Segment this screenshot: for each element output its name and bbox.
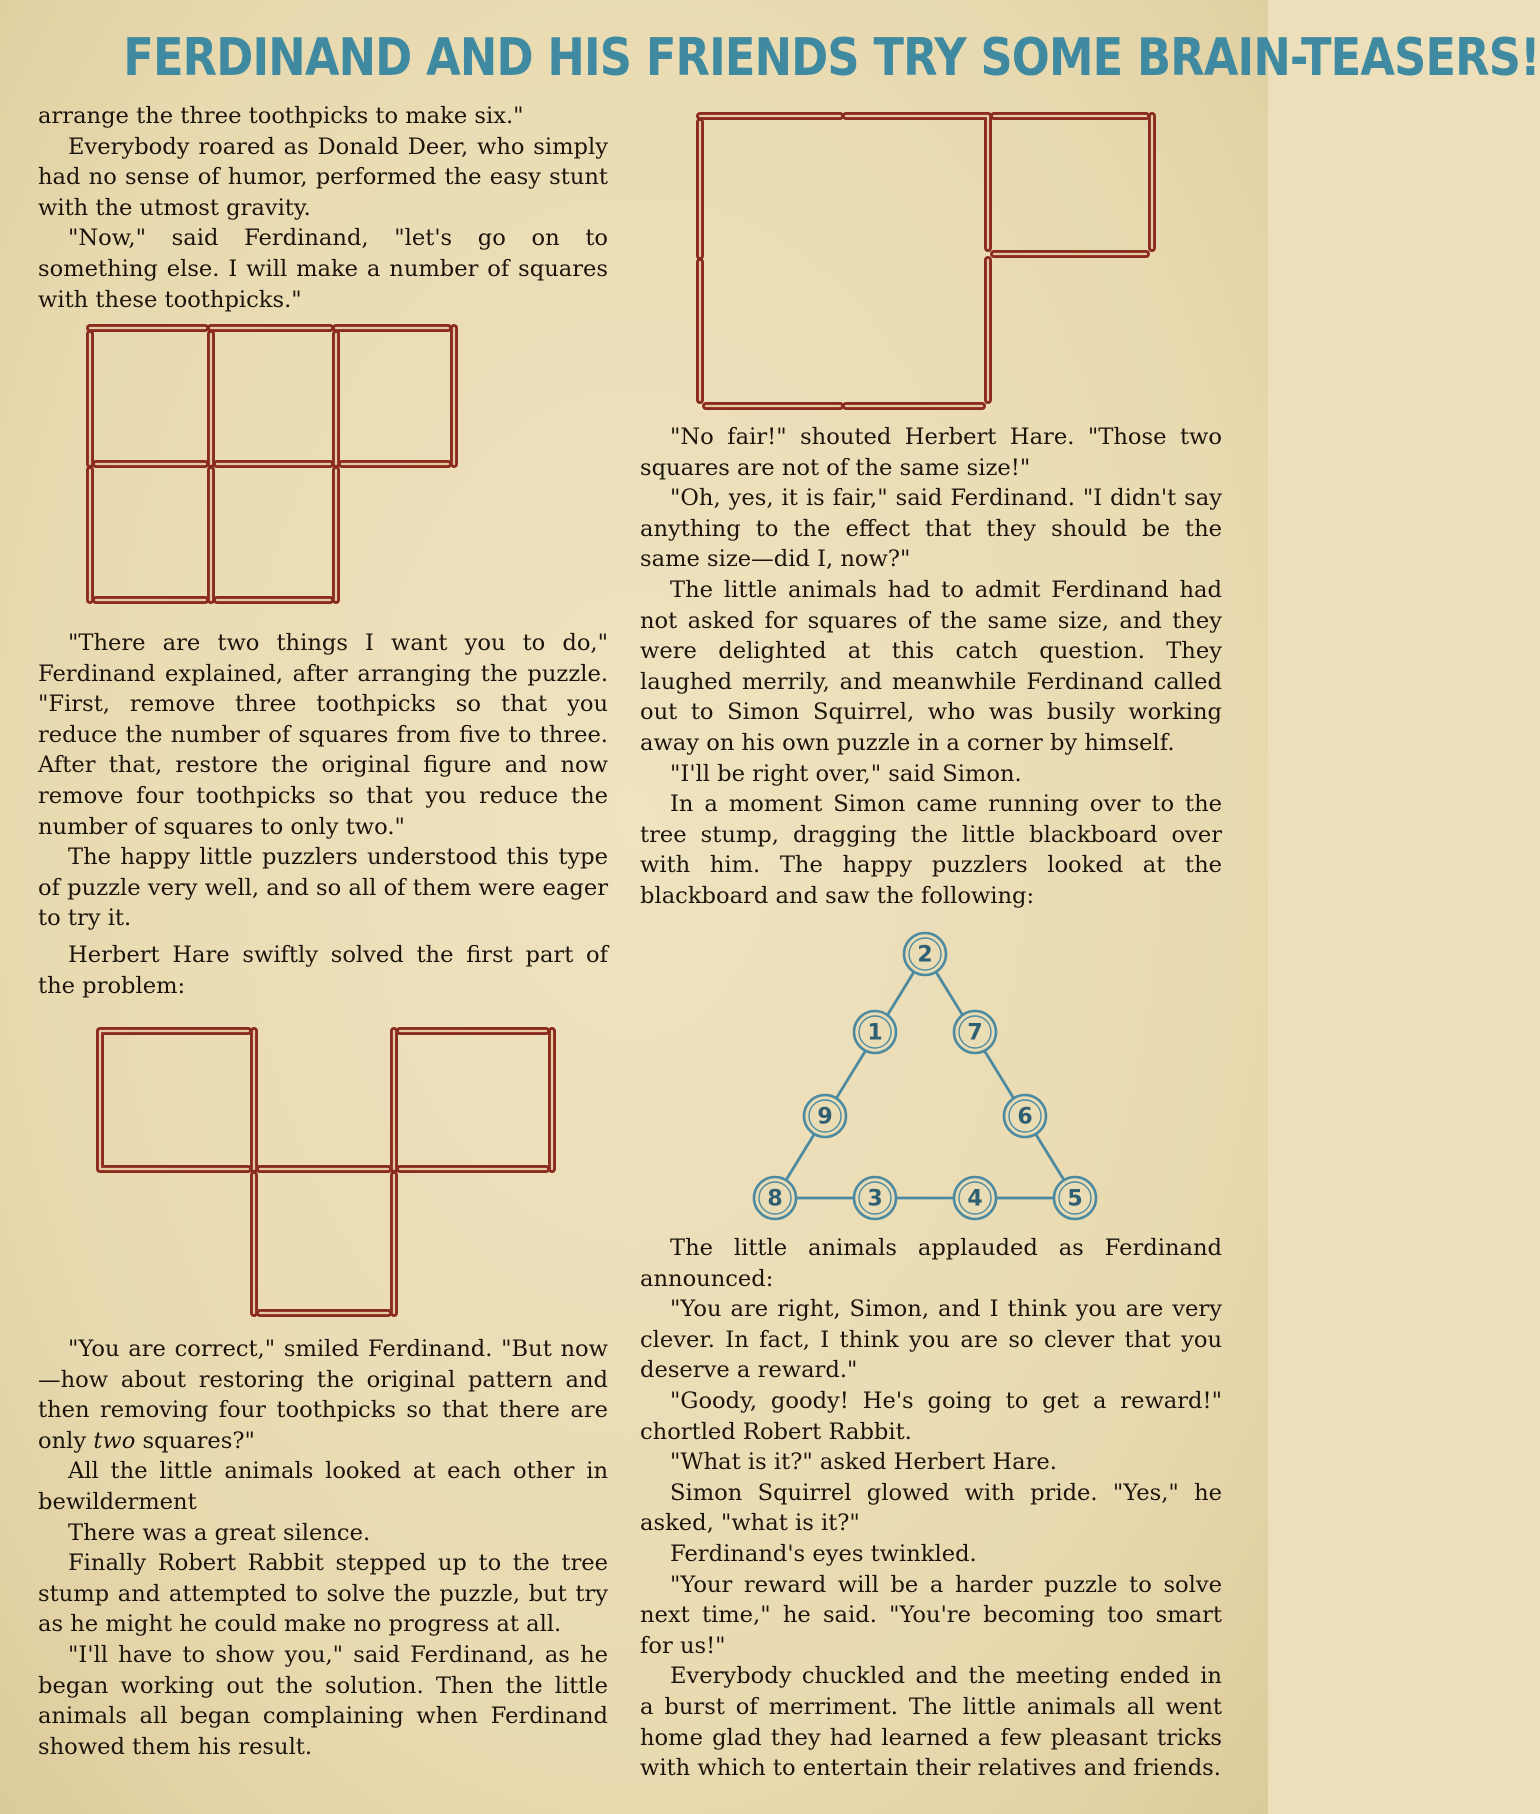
paragraph: "Now," said Ferdinand, "let's go on to something else. I will make a number of squares with these toothpicks." xyxy=(38,225,608,313)
paragraph: "Goody, goody! He's going to get a reward!" chortled Robert Rabbit. xyxy=(640,1387,1222,1445)
number-node-5 xyxy=(1054,1177,1096,1219)
triangle-nodes xyxy=(754,933,1096,1219)
paragraph: Everybody roared as Donald Deer, who simply had no sense of humor, performed the easy stunt with the utmost gravity. xyxy=(38,133,608,221)
paragraph: "I'll have to show you," said Ferdinand, as he began working out the solution. Then the little animals all began complaining when Ferdinand showed them his result. xyxy=(38,1641,608,1760)
left-text-middle xyxy=(38,628,608,1001)
triangle-right-side xyxy=(925,954,1075,1198)
paragraph: All the little animals looked at each other in bewilderment xyxy=(38,1458,608,1515)
two-squares-solution xyxy=(690,110,1160,410)
number-triangle-puzzle xyxy=(740,920,1100,1210)
node-number: 8 xyxy=(767,1186,783,1212)
paragraph: Everybody chuckled and the meeting ended in a burst of merriment. The little animals all went home glad they had learned a few pleasant tricks with which to entertain their relatives and friends. xyxy=(640,1663,1222,1782)
paragraph-part: "You are correct," smiled Ferdinand. "But now —how about restoring the original pattern and then removing four toothpicks so that there are only xyxy=(38,1336,608,1454)
paragraph: Simon Squirrel glowed with pride. "Yes," he asked, "what is it?" xyxy=(640,1479,1222,1537)
paragraph-part: squares?" xyxy=(135,1427,255,1454)
left-text-bottom xyxy=(38,1334,608,1762)
number-node-2 xyxy=(904,933,946,975)
paragraph: "I'll be right over," said Simon. xyxy=(670,760,1022,787)
paragraph: "What is it?" asked Herbert Hare. xyxy=(670,1449,1057,1476)
triangle-lines xyxy=(775,954,1075,1198)
five-squares-puzzle xyxy=(80,322,540,612)
node-number: 1 xyxy=(867,1020,883,1046)
right-text-bottom xyxy=(640,1233,1222,1784)
number-node-1 xyxy=(854,1011,896,1053)
node-number: 4 xyxy=(967,1186,983,1212)
three-squares-solution xyxy=(94,1023,564,1323)
right-text-top xyxy=(640,422,1222,912)
node-number: 3 xyxy=(867,1186,883,1212)
paragraph: The little animals had to admit Ferdinand had not asked for squares of the same size, and they were delighted at this catch question. They laughed merrily, and meanwhile Ferdinand called out to Simon Squirrel, who was busily working away on his own puzzle in a corner by himself. xyxy=(640,576,1222,756)
paragraph: "Your reward will be a harder puzzle to solve next time," he said. "You're becoming too smart for us!" xyxy=(640,1571,1222,1659)
paragraph xyxy=(38,1334,608,1456)
paragraph: "There are two things I want you to do," Ferdinand explained, after arranging the puzzle. "First, remove three toothpicks so that you reduce the number of squares from five to three. After that, restore the original figure and now remove four toothpicks so that you reduce the number of squares to only two." xyxy=(38,630,608,840)
toothpick-grid xyxy=(90,328,454,600)
node-number: 6 xyxy=(1017,1104,1033,1130)
node-number: 7 xyxy=(967,1020,983,1046)
node-number: 5 xyxy=(1067,1186,1083,1212)
paragraph: The little animals applauded as Ferdinand announced: xyxy=(640,1235,1222,1292)
node-number: 2 xyxy=(917,942,933,968)
triangle-left-side xyxy=(775,954,925,1198)
number-node-6 xyxy=(1004,1095,1046,1137)
page-title: FERDINAND AND HIS FRIENDS TRY SOME BRAIN-TEASERS! xyxy=(123,28,1540,88)
emphasis: two xyxy=(93,1427,136,1454)
number-node-3 xyxy=(854,1177,896,1219)
number-node-7 xyxy=(954,1011,996,1053)
number-node-9 xyxy=(804,1095,846,1137)
left-text-top xyxy=(38,101,608,315)
paragraph: "No fair!" shouted Herbert Hare. "Those two squares are not of the same size!" xyxy=(640,424,1222,481)
node-number: 9 xyxy=(817,1104,833,1130)
toothpick-three-squares xyxy=(100,1031,552,1313)
paragraph: There was a great silence. xyxy=(68,1519,371,1546)
number-node-8 xyxy=(754,1177,796,1219)
paragraph: "You are right, Simon, and I think you are very clever. In fact, I think you are so clever that you deserve a reward." xyxy=(640,1296,1222,1384)
paragraph: Herbert Hare swiftly solved the first part of the problem: xyxy=(38,941,608,999)
paragraph: arrange the three toothpicks to make six." xyxy=(38,103,524,129)
toothpick-two-squares xyxy=(700,116,1152,406)
paragraph: The happy little puzzlers understood this type of puzzle very well, and so all of them were eager to try it. xyxy=(38,844,608,932)
paragraph: In a moment Simon came running over to the tree stump, dragging the little blackboard over with him. The happy puzzlers looked at the blackboard and saw the following: xyxy=(640,791,1222,909)
number-node-4 xyxy=(954,1177,996,1219)
paragraph: Ferdinand's eyes twinkled. xyxy=(670,1540,977,1567)
paragraph: Finally Robert Rabbit stepped up to the tree stump and attempted to solve the puzzle, but try as he might he could make no progress at all. xyxy=(38,1550,608,1638)
paragraph: "Oh, yes, it is fair," said Ferdinand. "I didn't say anything to the effect that they should be the same size—did I, now?" xyxy=(640,485,1222,573)
